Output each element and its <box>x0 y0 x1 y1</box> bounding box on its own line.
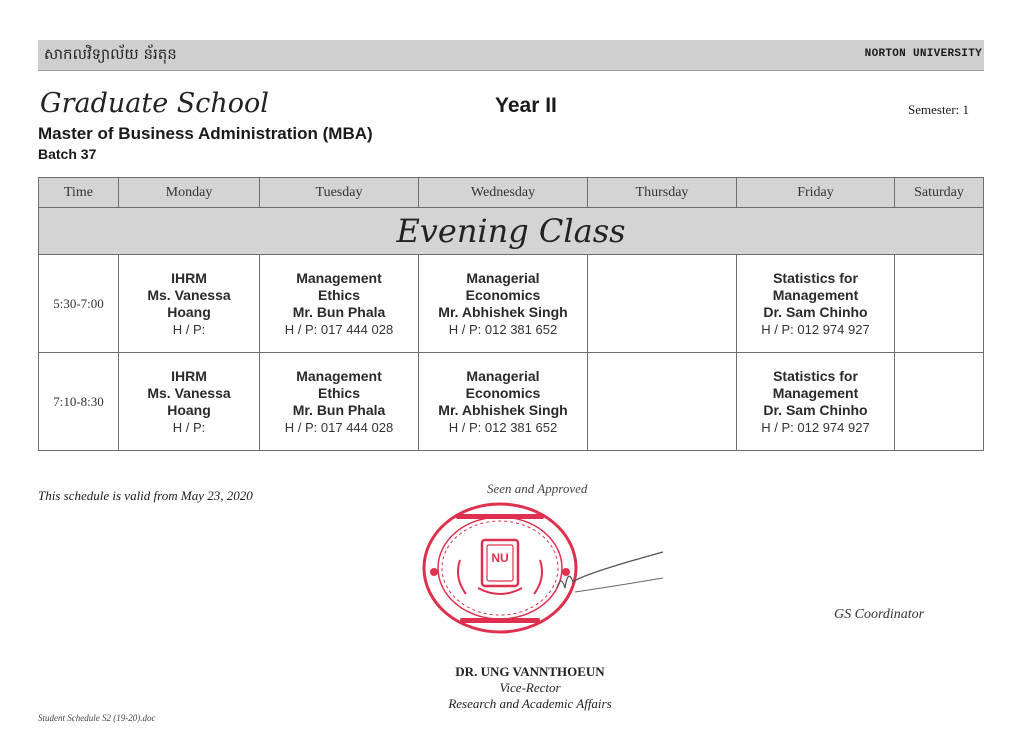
lecturer-phone: H / P: 012 974 927 <box>761 321 870 337</box>
lecturer-phone: H / P: <box>172 321 206 337</box>
program-name: Master of Business Administration (MBA) <box>38 124 373 143</box>
lecturer-phone: H / P: 017 444 028 <box>284 321 394 337</box>
class-cell-monday <box>119 353 260 451</box>
class-cell-saturday <box>895 353 984 451</box>
time-slot: 5:30-7:00 <box>39 255 119 353</box>
signer-department: Research and Academic Affairs <box>448 696 612 711</box>
signer-role: Vice-Rector <box>499 680 561 695</box>
col-time: Time <box>39 178 119 208</box>
course-line: Ms. Vanessa <box>147 384 231 401</box>
course-line: Economics <box>465 286 541 303</box>
time-slot: 7:10-8:30 <box>39 353 119 451</box>
course-line: Mr. Bun Phala <box>292 401 386 418</box>
course-line: Dr. Sam Chinho <box>763 401 868 418</box>
class-cell-wednesday <box>419 255 588 353</box>
banner-row <box>39 208 984 255</box>
seal-monogram: NU <box>491 551 509 565</box>
khmer-university-name: សាកលវិទ្យាល័យ ន័រតុន <box>44 45 177 63</box>
col-thursday: Thursday <box>588 178 737 208</box>
class-cell-wednesday <box>419 353 588 451</box>
seen-approved-label: Seen and Approved <box>487 481 588 496</box>
class-cell-tuesday <box>260 353 419 451</box>
course-line: Managerial <box>466 367 540 384</box>
class-cell-tuesday <box>260 255 419 353</box>
class-cell-friday <box>737 255 895 353</box>
schedule-table <box>38 177 984 451</box>
signer-name: DR. UNG VANNTHOEUN <box>455 664 605 679</box>
gs-coordinator-label: GS Coordinator <box>834 607 925 622</box>
class-cell-thursday <box>588 353 737 451</box>
lecturer-phone: H / P: 017 444 028 <box>284 419 394 435</box>
class-cell-thursday <box>588 255 737 353</box>
course-line: Management <box>772 286 859 303</box>
lecturer-phone: H / P: 012 381 652 <box>448 321 558 337</box>
course-line: IHRM <box>171 367 207 384</box>
document-filename: Student Schedule S2 (19-20).doc <box>38 713 156 723</box>
lecturer-phone: H / P: 012 381 652 <box>448 419 558 435</box>
col-friday: Friday <box>737 178 895 208</box>
col-saturday: Saturday <box>895 178 984 208</box>
signature-mark <box>555 548 665 598</box>
course-line: Economics <box>465 384 541 401</box>
validity-note: This schedule is valid from May 23, 2020 <box>38 488 253 503</box>
signer-block <box>440 664 620 712</box>
col-monday: Monday <box>119 178 260 208</box>
table-row <box>39 353 984 451</box>
course-line: Ms. Vanessa <box>147 286 231 303</box>
course-line: Management <box>772 384 859 401</box>
class-cell-friday <box>737 353 895 451</box>
class-cell-saturday <box>895 255 984 353</box>
course-line: Mr. Bun Phala <box>292 303 386 320</box>
course-line: Ethics <box>317 384 360 401</box>
course-line: Hoang <box>167 401 211 418</box>
university-name: NORTON UNIVERSITY <box>864 48 982 60</box>
course-line: Managerial <box>466 269 540 286</box>
header-row <box>39 178 984 208</box>
semester-label: Semester: 1 <box>908 102 970 117</box>
col-tuesday: Tuesday <box>260 178 419 208</box>
batch-label: Batch 37 <box>38 146 97 162</box>
top-header-bar <box>38 40 984 71</box>
course-line: Management <box>296 269 382 286</box>
course-line: IHRM <box>171 269 207 286</box>
course-line: Mr. Abhishek Singh <box>438 401 568 418</box>
class-cell-monday <box>119 255 260 353</box>
evening-class-banner: Evening Class <box>39 208 984 255</box>
course-line: Dr. Sam Chinho <box>763 303 868 320</box>
course-line: Statistics for <box>773 367 858 384</box>
table-row <box>39 255 984 353</box>
year-label: Year II <box>495 94 557 117</box>
school-title: Graduate School <box>40 88 269 119</box>
col-wednesday: Wednesday <box>419 178 588 208</box>
course-line: Statistics for <box>773 269 858 286</box>
course-line: Mr. Abhishek Singh <box>438 303 568 320</box>
lecturer-phone: H / P: 012 974 927 <box>761 419 870 435</box>
lecturer-phone: H / P: <box>172 419 206 435</box>
course-line: Ethics <box>317 286 360 303</box>
course-line: Hoang <box>167 303 211 320</box>
course-line: Management <box>296 367 382 384</box>
